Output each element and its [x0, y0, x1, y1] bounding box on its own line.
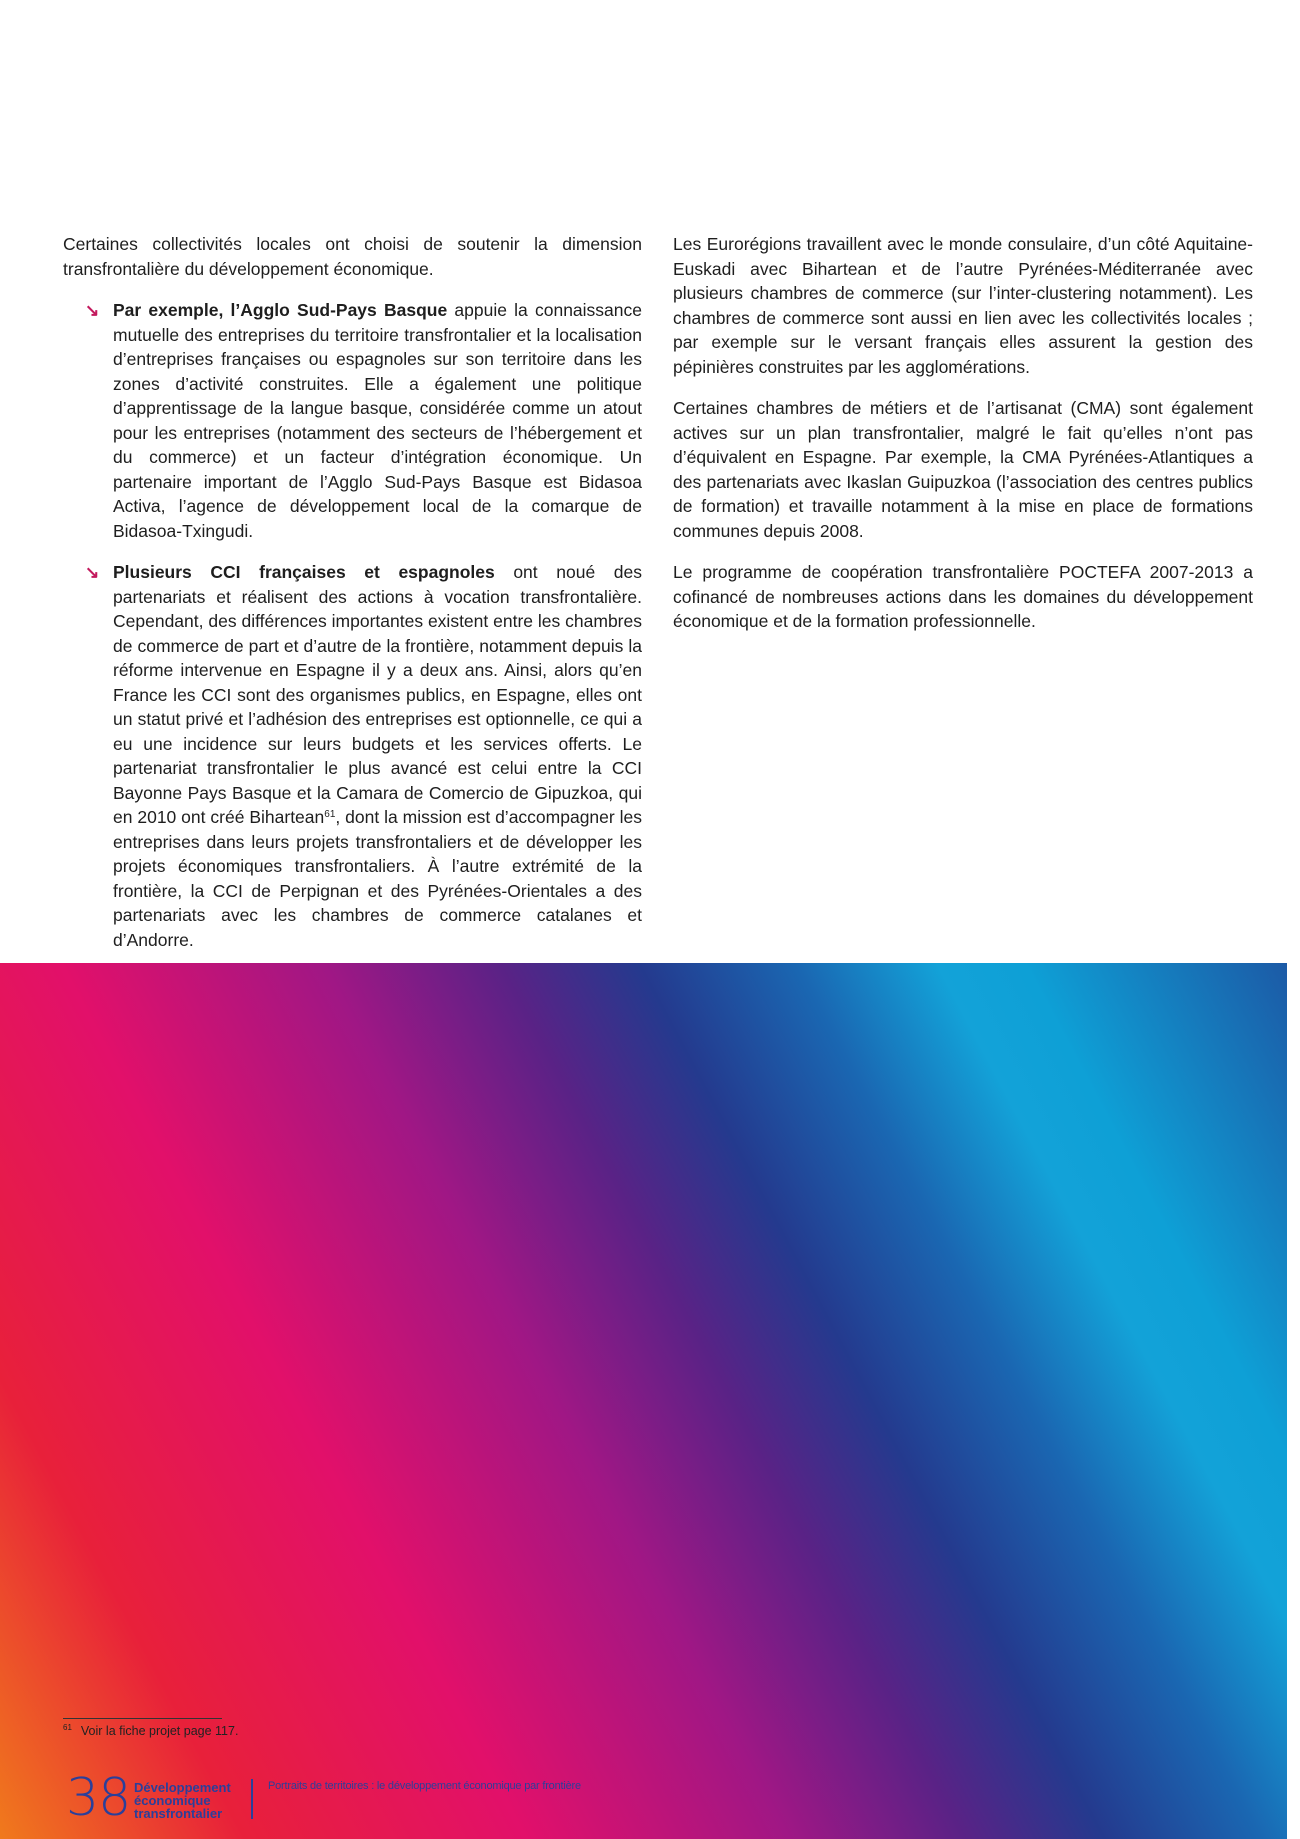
bullet-body: appuie la connaissance mutuelle des entreprises du territoire transfrontalier et la localisation d’entreprises françaises ou espagnoles sur son territoire dans les zones d’activité construites. Elle a également une politique d’apprentissage de la langue basque, considérée comme un atout pour les entreprises (notamment des secteurs de l’hébergement et du commerce) et un facteur d’intégration économique. Un partenaire important de l’Agglo Sud-Pays Basque est Bidasoa Activa, l’agence de développement local de la comarque de Bidasoa-Txingudi. [113, 300, 643, 541]
footnote-reference[interactable]: 61 [324, 809, 336, 820]
decorative-gradient-panel [0, 963, 1287, 1839]
bullet-body-continued: , dont la mission est d’accompagner les entreprises dans leurs projets transfrontaliers et de développer les projets économiques transfrontaliers. À l’autre extrémité de la frontière, la CCI de Perpignan et des Pyrénées-Orientales a des partenariats avec les chambres de commerce catalanes et d’Andorre. [113, 807, 642, 950]
bullet-cci [63, 560, 642, 952]
arrow-down-right-icon: ↘ [85, 563, 100, 582]
footnote-divider [63, 1718, 222, 1719]
footer-divider [251, 1779, 253, 1819]
section-name-line: économique [134, 1793, 211, 1808]
footnote-text: Voir la fiche projet page 117. [80, 1724, 239, 1738]
section-name-line: transfrontalier [134, 1806, 223, 1821]
left-column [63, 232, 642, 969]
footnote-number: 61 [63, 1723, 72, 1732]
running-title: Portraits de territoires : le développement économique par frontière [268, 1780, 581, 1792]
bullet-lead: Plusieurs CCI françaises et espagnoles [113, 562, 495, 582]
section-name-line: Développement [134, 1780, 231, 1795]
bullet-body: ont noué des partenariats et réalisent des actions à vocation transfrontalière. Cependant, des différences importantes existent entre les chambres de commerce de part et d’autre de la frontière, notamment depuis la réforme intervenue en Espagne il y a deux ans. Ainsi, alors qu’en France les CCI sont des organismes publics, en Espagne, elles ont un statut privé et l’adhésion des entreprises est optionnelle, ce qui a eu une incidence sur leurs budgets et les services offerts. Le partenariat transfrontalier le plus avancé est celui entre la CCI Bayonne Pays Basque et la Camara de Comercio de Gipuzkoa, qui en 2010 ont créé Bihartean [113, 562, 642, 827]
page-number: 38 [66, 1768, 131, 1828]
intro-paragraph: Certaines collectivités locales ont choisi de soutenir la dimension transfrontalière du développement économique. [63, 234, 642, 279]
paragraph-euroregions: Les Eurorégions travaillent avec le monde consulaire, d’un côté Aquitaine-Euskadi avec Bihartean et de l’autre Pyrénées-Méditerranée avec plusieurs chambres de commerce (sur l’inter-clustering notamment). Les chambres de commerce sont aussi en lien avec les collectivités locales ; par exemple sur le versant français elles assurent la gestion des pépinières construites par les agglomérations. [673, 234, 1253, 377]
paragraph-cma: Certaines chambres de métiers et de l’artisanat (CMA) sont également actives sur un plan transfrontalier, malgré le fait qu’elles n’ont pas d’équivalent en Espagne. Par exemple, la CMA Pyrénées-Atlantiques a des partenariats avec Ikaslan Guipuzkoa (l’association des centres publics de formation) et travaille notamment à la mise en place de formations communes depuis 2008. [673, 398, 1253, 541]
arrow-down-right-icon: ↘ [85, 301, 100, 320]
section-name [134, 1781, 231, 1820]
bullet-agglo-sud-pays-basque [63, 298, 642, 543]
paragraph-poctefa: Le programme de coopération transfrontalière POCTEFA 2007-2013 a cofinancé de nombreuses actions dans les domaines du développement économique et de la formation professionnelle. [673, 562, 1253, 631]
bullet-lead: Par exemple, l’Agglo Sud-Pays Basque [113, 300, 448, 320]
right-column [673, 232, 1253, 651]
footnote [63, 1723, 238, 1738]
